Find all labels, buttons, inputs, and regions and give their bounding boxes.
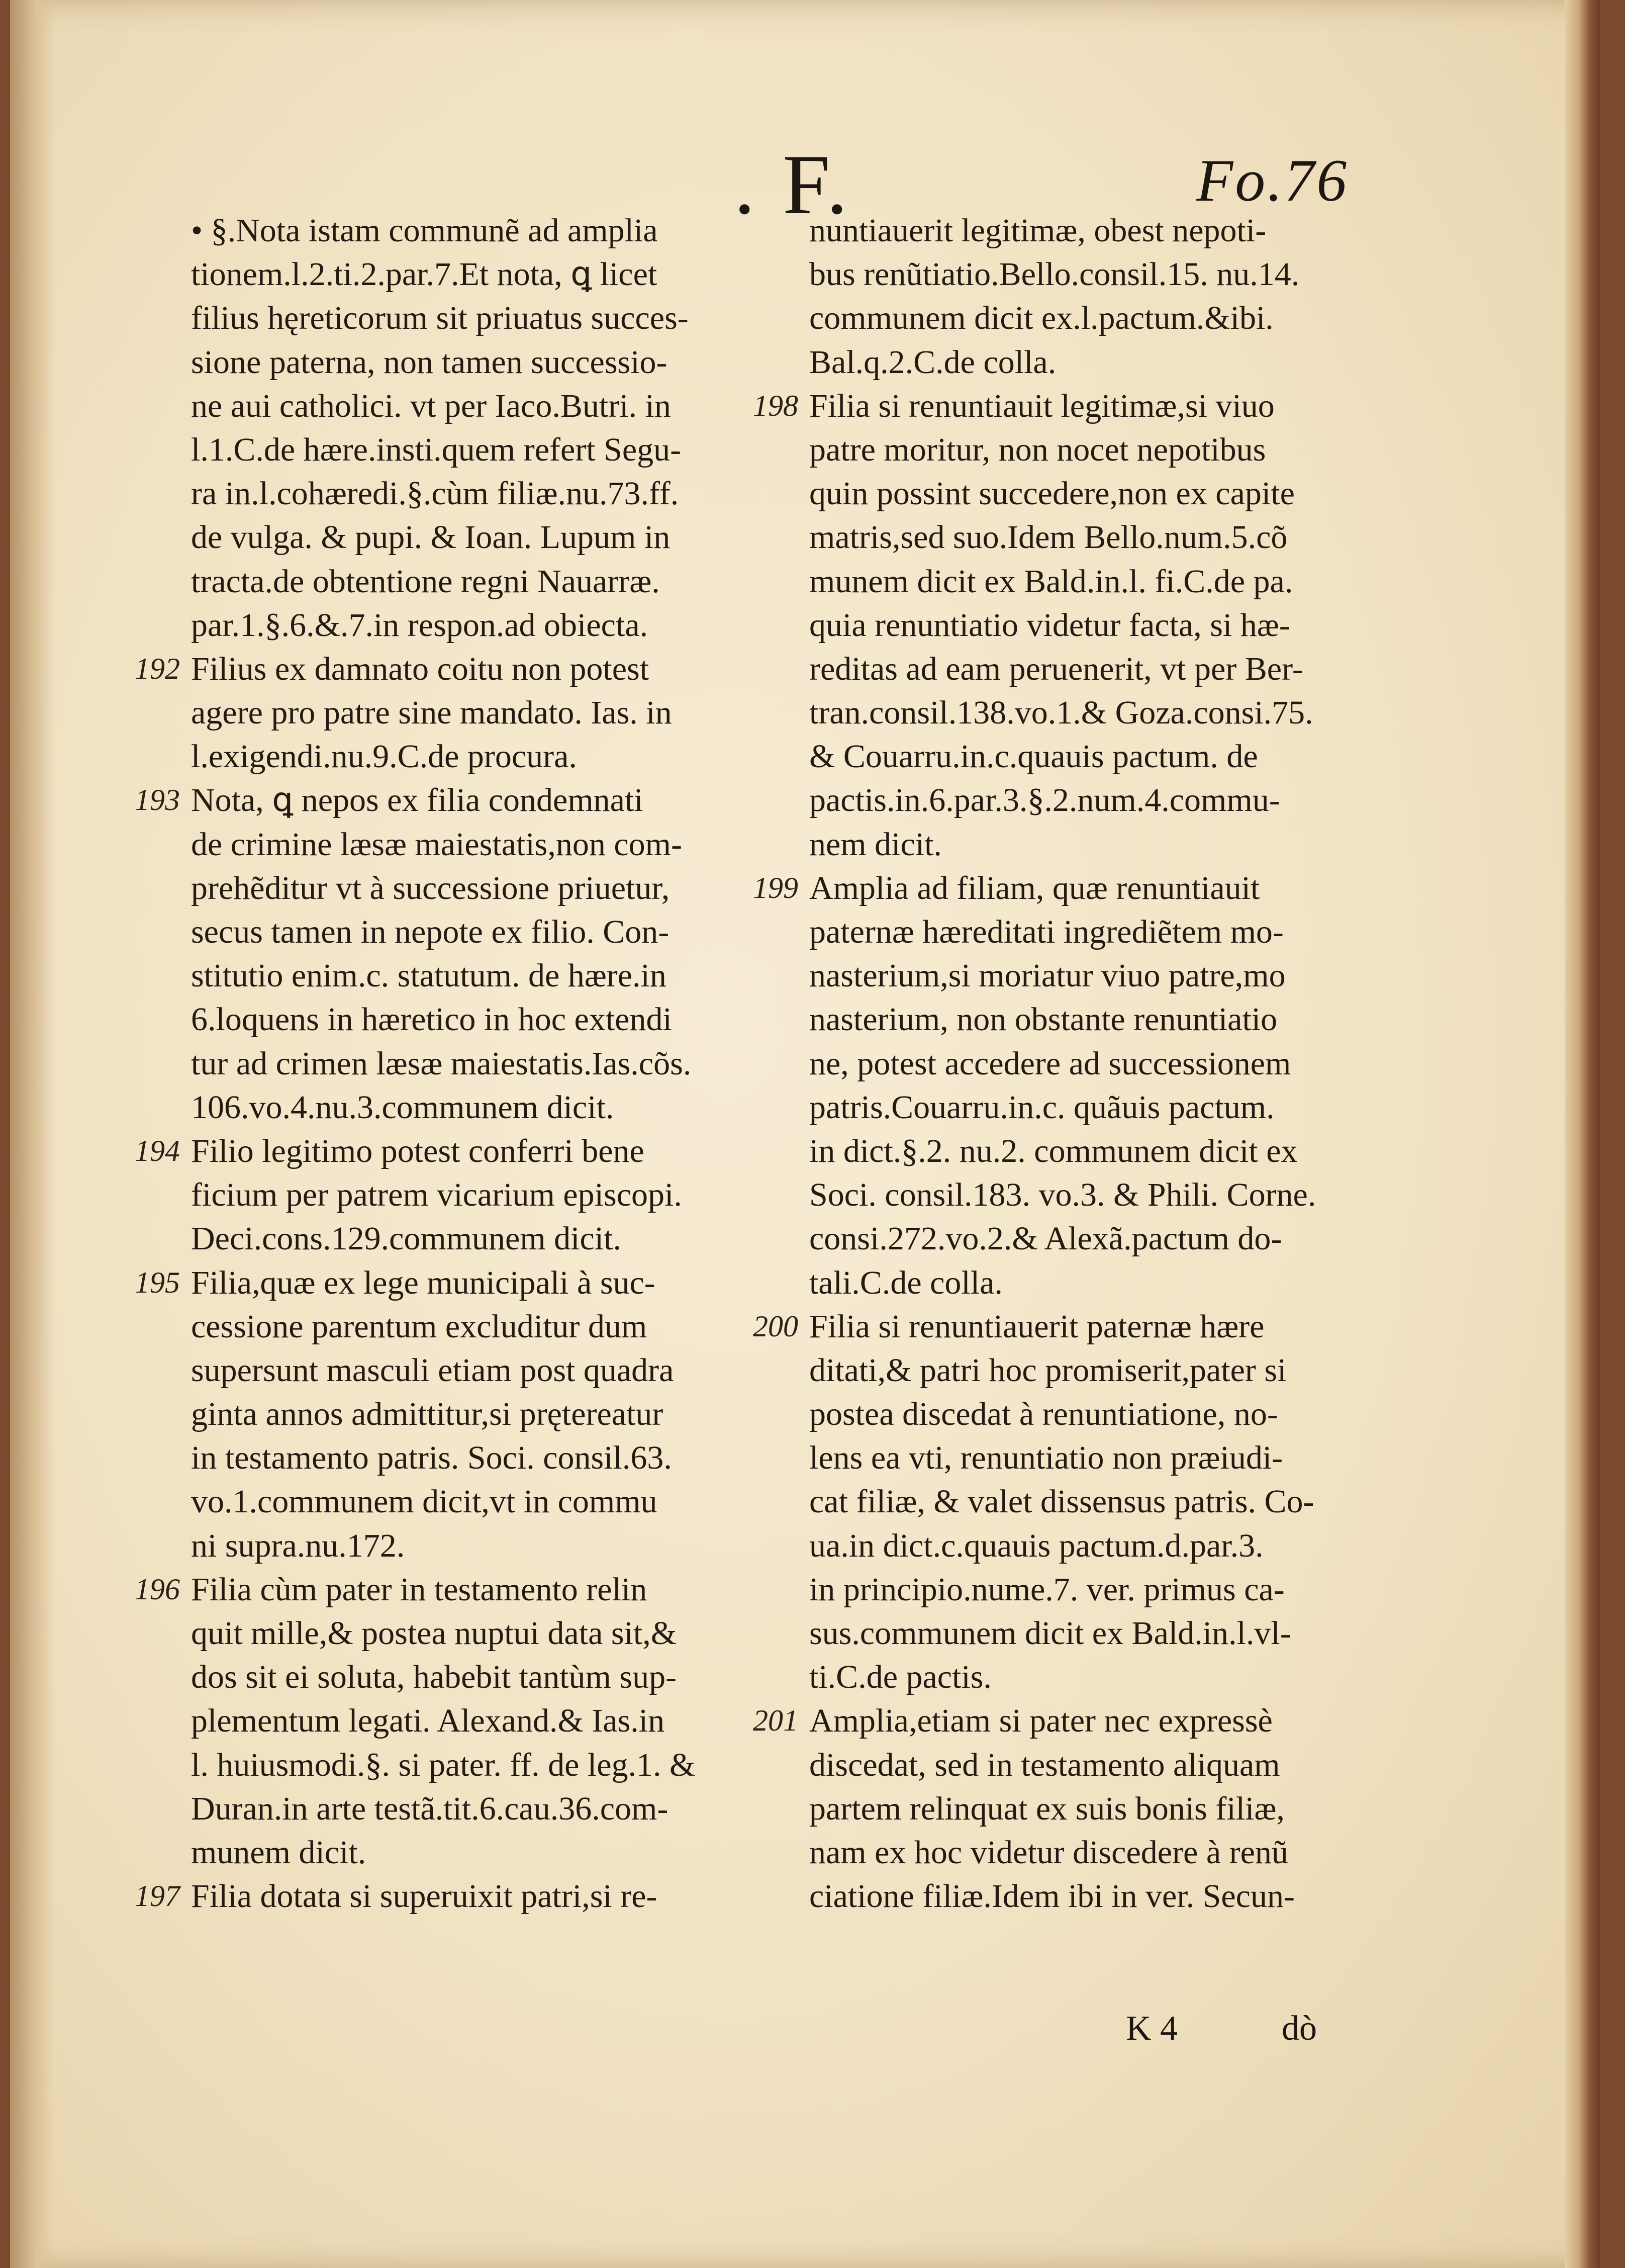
text-line [809,252,1407,296]
line-text: tur ad crimen læsæ maiestatis.Ias.cõs. [191,1045,692,1082]
paragraph-number: 200 [753,1309,798,1343]
line-text: & Couarru.in.c.quauis pactum. de [809,738,1258,775]
line-text: ua.in dict.c.quauis pactum.d.par.3. [809,1527,1264,1564]
text-line [191,1524,789,1568]
line-text: postea discedat à renuntiatione, no- [809,1396,1278,1433]
line-text: l. huiusmodi.§. si pater. ff. de leg.1. & [191,1746,696,1783]
text-line [809,472,1407,515]
line-text: vo.1.communem dicit,vt in commu [191,1483,657,1520]
text-line [191,1392,789,1436]
line-text: nasterium,si moriatur viuo patre,mo [809,957,1286,994]
page-footer [10,2009,1600,2059]
text-line [191,1480,789,1523]
left-column [135,209,789,1918]
line-text: Filia dotata si superuixit patri,si re- [191,1878,657,1915]
line-text: 6.loquens in hæretico in hoc extendi [191,1001,672,1038]
line-text: munem dicit. [191,1834,366,1871]
page-fore-edge [1565,0,1600,2268]
line-text: ficium per patrem vicarium episcopi. [191,1176,682,1214]
line-text: ditati,& patri hoc promiserit,pater si [809,1351,1287,1389]
text-line [191,1699,789,1743]
line-text: • §.Nota istam communẽ ad amplia [191,212,658,249]
text-line [809,735,1407,778]
text-line [135,778,789,822]
text-line [809,340,1407,384]
line-text: Filia,quæ ex lege municipali à suc- [191,1264,655,1301]
line-text: cessione parentum excluditur dum [191,1308,647,1345]
text-line [191,472,789,515]
line-text: Filia si renuntiauit legitimæ,si viuo [809,387,1275,424]
line-text: Deci.cons.129.communem dicit. [191,1220,621,1257]
line-text: Filio legitimo potest conferri bene [191,1132,644,1169]
line-text: 106.vo.4.nu.3.communem dicit. [191,1088,614,1126]
line-text: supersunt masculi etiam post quadra [191,1351,674,1389]
text-line [809,1085,1407,1129]
line-text: in testamento patris. Soci. consil.63. [191,1439,672,1477]
text-line [809,647,1407,691]
line-text: agere pro patre sine mandato. Ias. in [191,694,672,732]
text-line [135,647,789,691]
line-text: l.exigendi.nu.9.C.de procura. [191,738,577,775]
text-line [809,1480,1407,1523]
text-line [809,691,1407,735]
catchword: dò [1282,2009,1317,2048]
text-line [809,1261,1407,1305]
line-text: pactis.in.6.par.3.§.2.num.4.commu- [809,782,1280,819]
text-line [809,1524,1407,1568]
line-text: ne aui catholici. vt per Iaco.Butri. in [191,387,671,424]
line-text: ni supra.nu.172. [191,1527,405,1564]
line-text: paternæ hæreditati ingrediẽtem mo- [809,914,1284,950]
paragraph-number: 196 [135,1572,180,1606]
text-line [809,1655,1407,1699]
text-line [191,1611,789,1655]
text-line [135,1129,789,1173]
line-text: secus tamen in nepote ex filio. Con- [191,914,670,950]
text-line [809,603,1407,647]
line-text: sione paterna, non tamen successio- [191,343,667,381]
text-line [809,1173,1407,1217]
text-line [809,1568,1407,1611]
line-text: Bal.q.2.C.de colla. [809,343,1057,381]
signature-mark: K 4 [1126,2009,1178,2048]
line-text: Filia cùm pater in testamento relin [191,1571,647,1608]
line-text: Duran.in arte testã.tit.6.cau.36.com- [191,1790,668,1827]
text-line [809,910,1407,954]
text-line [809,1217,1407,1260]
paragraph-number: 201 [753,1704,798,1738]
line-text: ciatione filiæ.Idem ibi in ver. Secun- [809,1878,1295,1915]
text-line [191,209,789,252]
text-line [191,1173,789,1217]
text-line [809,954,1407,997]
paragraph-number: 197 [135,1879,180,1913]
text-line [809,1392,1407,1436]
line-text: tali.C.de colla. [809,1264,1003,1301]
line-text: Amplia,etiam si pater nec expressè [809,1702,1273,1740]
text-line [191,997,789,1041]
line-text: bus renũtiatio.Bello.consil.15. nu.14. [809,256,1300,293]
text-line [191,1085,789,1129]
line-text: Filia si renuntiauerit paternæ hære [809,1308,1265,1345]
line-text: de crimine læsæ maiestatis,non com- [191,826,682,863]
line-text: plementum legati. Alexand.& Ias.in [191,1702,665,1740]
text-line [809,997,1407,1041]
text-line [809,515,1407,559]
paragraph-number: 195 [135,1265,180,1299]
text-line [809,1787,1407,1831]
text-line [809,1611,1407,1655]
line-text: Nota, ꝗ nepos ex filia condemnati [191,782,643,819]
text-line [809,296,1407,340]
line-text: communem dicit ex.l.pactum.&ibi. [809,300,1274,337]
line-text: dos sit ei soluta, habebit tantùm sup- [191,1659,677,1696]
text-line [809,1129,1407,1173]
line-text: par.1.§.6.&.7.in respon.ad obiecta. [191,606,648,644]
text-line [191,603,789,647]
text-line [191,1348,789,1392]
paragraph-number: 198 [753,389,798,422]
text-line [191,910,789,954]
text-line [191,1436,789,1480]
line-text: cat filiæ, & valet dissensus patris. Co- [809,1483,1314,1520]
line-text: ra in.l.cohæredi.§.cùm filiæ.nu.73.ff. [191,475,679,512]
text-line [753,866,1407,910]
line-text: quin possint succedere,non ex capite [809,475,1295,512]
paragraph-number: 192 [135,652,180,685]
text-line [753,1305,1407,1348]
line-text: partem relinquat ex suis bonis filiæ, [809,1790,1285,1827]
text-line [809,1831,1407,1874]
text-line [191,515,789,559]
text-line [191,735,789,778]
text-line [191,1831,789,1874]
line-text: nasterium, non obstante renuntiatio [809,1001,1278,1038]
text-line [191,1305,789,1348]
paragraph-number: 194 [135,1134,180,1167]
line-text: stitutio enim.c. statutum. de hære.in [191,957,666,994]
text-line [191,252,789,296]
section-letter: . F. [734,137,851,232]
text-line [191,823,789,866]
text-line [809,560,1407,603]
line-text: tracta.de obtentione regni Nauarræ. [191,563,660,600]
line-text: nem dicit. [809,826,942,863]
text-line [135,1568,789,1611]
line-text: l.1.C.de hære.insti.quem refert Segu- [191,431,682,468]
text-line [135,1261,789,1305]
right-column [753,209,1407,1918]
text-line [809,823,1407,866]
line-text: consi.272.vo.2.& Alexã.pactum do- [809,1220,1282,1257]
text-line [191,428,789,472]
text-line [191,1743,789,1787]
text-line [191,1787,789,1831]
binding-gutter [10,0,55,2268]
line-text: in dict.§.2. nu.2. communem dicit ex [809,1132,1298,1169]
text-line [809,1874,1407,1918]
line-text: patre moritur, non nocet nepotibus [809,431,1266,468]
line-text: reditas ad eam peruenerit, vt per Ber- [809,650,1303,687]
line-text: nuntiauerit legitimæ, obest nepoti- [809,212,1267,249]
text-line [191,1217,789,1260]
text-line [809,1743,1407,1787]
text-line [809,1348,1407,1392]
text-line [191,691,789,735]
line-text: munem dicit ex Bald.in.l. fi.C.de pa. [809,563,1293,600]
line-text: quit mille,& postea nuptui data sit,& [191,1615,677,1652]
line-text: patris.Couarru.in.c. quãuis pactum. [809,1088,1275,1126]
text-line [191,1655,789,1699]
line-text: de vulga. & pupi. & Ioan. Lupum in [191,519,671,556]
text-line [191,560,789,603]
line-text: tran.consil.138.vo.1.& Goza.consi.75. [809,694,1313,732]
line-text: ti.C.de pactis. [809,1659,992,1696]
text-line [191,866,789,910]
line-text: lens ea vti, renuntiatio non præiudi- [809,1439,1283,1477]
text-line [191,1042,789,1085]
text-line [809,209,1407,252]
book-page [10,0,1600,2268]
line-text: tionem.l.2.ti.2.par.7.Et nota, ꝗ licet [191,256,657,293]
text-line [135,1874,789,1918]
line-text: sus.communem dicit ex Bald.in.l.vl- [809,1615,1291,1652]
text-line [191,954,789,997]
text-line [191,340,789,384]
text-line [753,1699,1407,1743]
text-line [809,428,1407,472]
line-text: Amplia ad filiam, quæ renuntiauit [809,869,1260,906]
line-text: quia renuntiatio videtur facta, si hæ- [809,606,1290,644]
folio-number: Fo.76 [1196,147,1349,214]
text-line [753,384,1407,428]
line-text: ginta annos admittitur,si prętereatur [191,1396,663,1433]
text-line [809,778,1407,822]
line-text: ne, potest accedere ad successionem [809,1045,1291,1082]
line-text: matris,sed suo.Idem Bello.num.5.cõ [809,519,1288,556]
line-text: Soci. consil.183. vo.3. & Phili. Corne. [809,1176,1316,1214]
line-text: Filius ex damnato coitu non potest [191,650,649,687]
text-line [809,1436,1407,1480]
text-line [191,296,789,340]
text-line [809,1042,1407,1085]
text-line [191,384,789,428]
paragraph-number: 199 [753,871,798,904]
line-text: discedat, sed in testamento aliquam [809,1746,1280,1783]
line-text: prehẽditur vt à successione priuetur, [191,869,670,906]
line-text: in principio.nume.7. ver. primus ca- [809,1571,1285,1608]
line-text: filius hęreticorum sit priuatus succes- [191,300,689,337]
line-text: nam ex hoc videtur discedere à renũ [809,1834,1288,1871]
paragraph-number: 193 [135,783,180,817]
